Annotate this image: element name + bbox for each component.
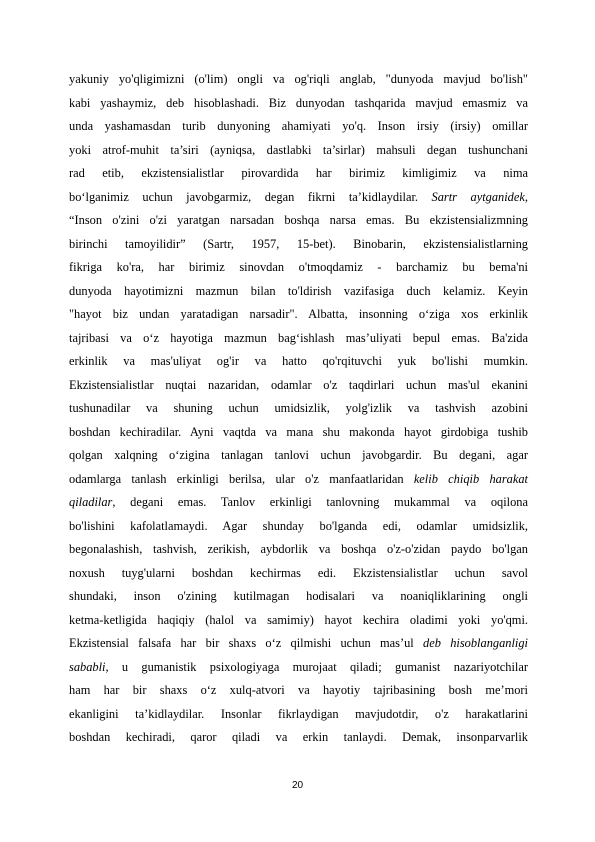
text-segment: bo‘lganimiz uchun javobgarmiz, degan fikrni ta’kidlaydilar. bbox=[69, 189, 432, 204]
text-line bbox=[69, 350, 528, 374]
text-segment: shundaki, inson o'zining kutilmagan hodisalari va noaniqliklarining ongli bbox=[69, 589, 528, 603]
text-line bbox=[69, 374, 528, 398]
text-segment: erkinlik va mas'uliyat og'ir va hatto qo'rqituvchi yuk bo'lishi mumkin. bbox=[69, 354, 528, 368]
text-segment: birinchi tamoyilidir” (Sartr, 1957, 15-bet). Binobarin, ekzistensialistlarning bbox=[69, 236, 528, 251]
text-segment: dunyoda hayotimizni mazmun bilan to'ldirish vazifasiga duch kelamiz. Keyin bbox=[69, 283, 528, 298]
text-segment: “Inson o'zini o'zi yaratgan narsadan boshqa narsa emas. Bu ekzistensializmning bbox=[69, 213, 528, 227]
body-text bbox=[69, 68, 528, 750]
italic-text-segment: qiladilar bbox=[69, 495, 113, 509]
text-segment: odamlarga tanlash erkinligi berilsa, ular o'z manfaatlaridan bbox=[69, 471, 414, 486]
text-segment: rad etib, ekzistensialistlar pirovardida har birimiz kimligimiz va nima bbox=[69, 166, 528, 180]
text-segment: Ekzistensial falsafa har bir shaxs o‘z qilmishi uchun mas’ul bbox=[69, 636, 424, 650]
italic-text-segment: sababli bbox=[69, 659, 106, 674]
text-segment: begonalashish, tashvish, zerikish, aybdorlik va boshqa o'z-o'zidan paydo bo'lgan bbox=[69, 542, 528, 556]
text-line bbox=[69, 726, 528, 750]
text-segment: , degani emas. Tanlov erkinligi tanlovning mukammal va oqilona bbox=[112, 495, 528, 509]
text-line bbox=[69, 280, 528, 304]
text-line bbox=[69, 186, 528, 210]
text-line bbox=[69, 327, 528, 351]
text-line bbox=[69, 562, 528, 586]
text-line bbox=[69, 538, 528, 562]
text-line bbox=[69, 68, 528, 92]
text-line bbox=[69, 703, 528, 727]
text-segment: fikriga ko'ra, har birimiz sinovdan o'tmoqdamiz - barchamiz bu bema'ni bbox=[69, 260, 528, 274]
text-segment: tushunadilar va shuning uchun umidsizlik, yolg'izlik va tashvish azobini bbox=[69, 401, 528, 415]
text-line bbox=[69, 303, 528, 327]
text-segment: ham har bir shaxs o‘z xulq-atvori va hayotiy tajribasining bosh me’mori bbox=[69, 683, 528, 697]
text-line bbox=[69, 115, 528, 139]
text-segment: noxush tuyg'ularni boshdan kechirmas edi. Ekzistensialistlar uchun savol bbox=[69, 565, 528, 580]
text-line bbox=[69, 162, 528, 186]
text-line bbox=[69, 444, 528, 468]
text-segment: "hayot biz undan yaratadigan narsadir". Albatta, insonning o‘ziga xos erkinlik bbox=[69, 307, 528, 321]
text-line bbox=[69, 92, 528, 116]
text-line bbox=[69, 656, 528, 680]
text-line bbox=[69, 609, 528, 633]
text-line bbox=[69, 233, 528, 257]
text-segment: qolgan xalqning o‘zigina tanlagan tanlovi uchun javobgardir. Bu degani, agar bbox=[69, 448, 528, 462]
text-segment: boshdan kechiradi, qaror qiladi va erkin tanlaydi. Demak, insonparvarlik bbox=[69, 730, 528, 744]
text-segment: , u gumanistik psixologiyaga murojaat qiladi; gumanist nazariyotchilar bbox=[105, 659, 528, 674]
italic-text-segment: kelib chiqib harakat bbox=[413, 471, 528, 486]
text-segment: ketma-ketligida haqiqiy (halol va samimiy) hayot kechira oladimi yoki yo'qmi. bbox=[69, 612, 528, 627]
text-line bbox=[69, 256, 528, 280]
text-line bbox=[69, 209, 528, 233]
text-line bbox=[69, 515, 528, 539]
text-segment: unda yashamasdan turib dunyoning ahamiyati yo'q. Inson irsiy (irsiy) omillar bbox=[69, 119, 528, 133]
text-segment: , bbox=[524, 189, 528, 204]
text-segment: ekanligini ta’kidlaydilar. Insonlar fikrlaydigan mavjudotdir, o'z harakatlarini bbox=[69, 706, 528, 721]
page-number: 20 bbox=[291, 780, 304, 791]
text-segment: boshdan kechiradilar. Ayni vaqtda va mana shu makonda hayot girdobiga tushib bbox=[69, 424, 528, 439]
text-line bbox=[69, 139, 528, 163]
italic-text-segment: deb hisoblanganligi bbox=[423, 636, 528, 650]
text-line bbox=[69, 397, 528, 421]
text-line bbox=[69, 679, 528, 703]
text-line bbox=[69, 491, 528, 515]
text-segment: Ekzistensialistlar nuqtai nazaridan, odamlar o'z taqdirlari uchun mas'ul ekanini bbox=[69, 377, 528, 392]
text-line bbox=[69, 421, 528, 445]
text-segment: bo'lishini kafolatlamaydi. Agar shunday bo'lganda edi, odamlar umidsizlik, bbox=[69, 518, 528, 533]
text-line bbox=[69, 585, 528, 609]
text-segment: yakuniy yo'qligimizni (o'lim) ongli va og'riqli anglab, "dunyoda mavjud bo'lish" bbox=[69, 72, 528, 86]
text-segment: kabi yashaymiz, deb hisoblashadi. Biz dunyodan tashqarida mavjud emasmiz va bbox=[69, 95, 528, 110]
text-segment: tajribasi va o‘z hayotiga mazmun bag‘ishlash mas’uliyati bepul emas. Ba'zida bbox=[69, 330, 528, 345]
text-line bbox=[69, 468, 528, 492]
text-line bbox=[69, 632, 528, 656]
italic-text-segment: Sartr aytganidek bbox=[431, 189, 525, 204]
text-segment: yoki atrof-muhit ta’siri (ayniqsa, dastlabki ta’sirlar) mahsuli degan tushunchani bbox=[69, 142, 528, 157]
